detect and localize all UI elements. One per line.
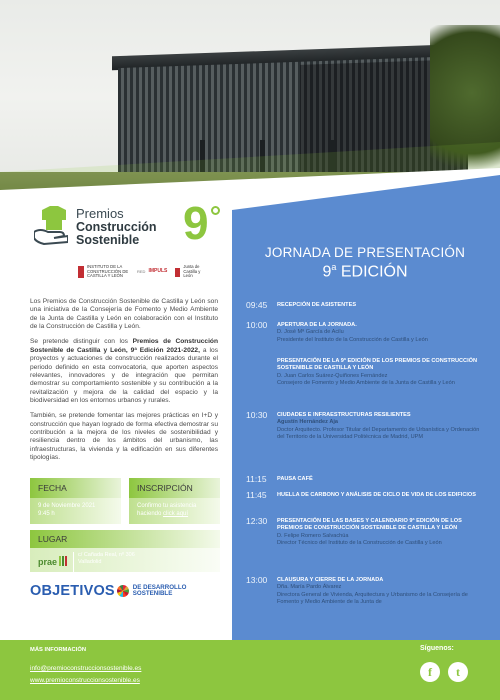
- ods-subtitle: DE DESARROLLO SOSTENIBLE: [132, 583, 187, 597]
- house-hand-icon: [34, 206, 68, 246]
- instituto-logo: INSTITUTO DE LA CONSTRUCCIÓN DE CASTILLA Y LEÓN: [78, 265, 129, 278]
- prae-bars-icon: [58, 556, 67, 568]
- inscripcion-label: INSCRIPCIÓN: [129, 478, 220, 498]
- programme-title-line1: JORNADA DE PRESENTACIÓN: [264, 245, 466, 260]
- footer-mas-info: MÁS INFORMACIÓN: [30, 647, 87, 653]
- facebook-icon[interactable]: f: [420, 662, 440, 682]
- junta-shield-icon: [175, 268, 180, 277]
- fecha-box: [30, 478, 121, 524]
- inscripcion-link[interactable]: click aquí: [163, 511, 189, 518]
- institution-logos: [78, 264, 207, 280]
- intro-paragraph: También, se pretende fomentar las mejores prácticas en I+D y construcción que hayan logrado de forma efectiva demostrar su contribución a la mejora de los niveles de sostenibilidad y resiliencia dentro de los ámbitos del urbanismo, las infraestructuras, la vivienda y la edificación en sus diferentes tipologías.: [30, 412, 218, 462]
- lugar-value: [30, 548, 220, 572]
- footer-web-link[interactable]: www.premioconstruccionsostenible.es: [30, 677, 140, 684]
- intro-text: [30, 298, 218, 469]
- logo-premios: Premios: [76, 206, 124, 221]
- footer-email-link[interactable]: info@premioconstruccionsostenible.es: [30, 665, 142, 672]
- intro-paragraph: Los Premios de Construcción Sostenible de Castilla y León son una iniciativa de la Consejería de Fomento y Medio Ambiente de la Junta de Castilla y León en colaboración con el Instituto de la Construcción de Castilla y León.: [30, 298, 218, 331]
- event-info: [30, 478, 220, 572]
- twitter-icon[interactable]: t: [448, 662, 468, 682]
- inscripcion-box: [129, 478, 220, 524]
- ods-logo: [30, 583, 186, 599]
- ods-wheel-icon: [117, 585, 129, 597]
- premios-logo: [28, 197, 209, 260]
- instituto-mark-icon: [78, 266, 84, 278]
- prae-logo: prae: [38, 552, 67, 572]
- programme-title-line2: 9$^a$ EDICIÓN: [322, 262, 408, 281]
- programme-title: [250, 245, 480, 281]
- logo-construccion: Construcción: [76, 220, 157, 234]
- inscripcion-value: Confirmo tu asistencia haciendo click aquí: [129, 498, 220, 524]
- fecha-value: 9 de Noviembre 2021 9:45 h: [30, 498, 121, 524]
- red-impuls-logo: RED IMPULS: [137, 268, 168, 275]
- lugar-address: c/ Cañada Real, nº 306 Valladolid: [73, 552, 135, 572]
- logo-sostenible: Sostenible: [76, 233, 140, 247]
- logo-edition-number: 9: [183, 197, 209, 249]
- lugar-label: LUGAR: [30, 530, 220, 548]
- ods-title: OBJETIVOS: [30, 583, 115, 599]
- logo-ordinal-mark: [211, 206, 220, 215]
- intro-paragraph: Se pretende distinguir con los Premios de Construcción Sostenible de Castilla y León, 9ª Edición 2021-2022, a los proyectos y actuaciones de construcción realizados durante el periodo definido en esta convocatoria, que aporten aspectos relevantes, innovadores y de integración que permitan demostrar su comportamiento sostenible y su contribución a la revitalización y mejora de la calidad del espacio y la biodiversidad en los entornos urbanos y rurales.: [30, 338, 218, 404]
- footer: [0, 640, 500, 700]
- footer-siguenos: Síguenos:: [420, 645, 454, 652]
- lugar-box: [30, 530, 220, 572]
- junta-logo: Junta de Castilla y León: [175, 265, 207, 278]
- fecha-label: FECHA: [30, 478, 121, 498]
